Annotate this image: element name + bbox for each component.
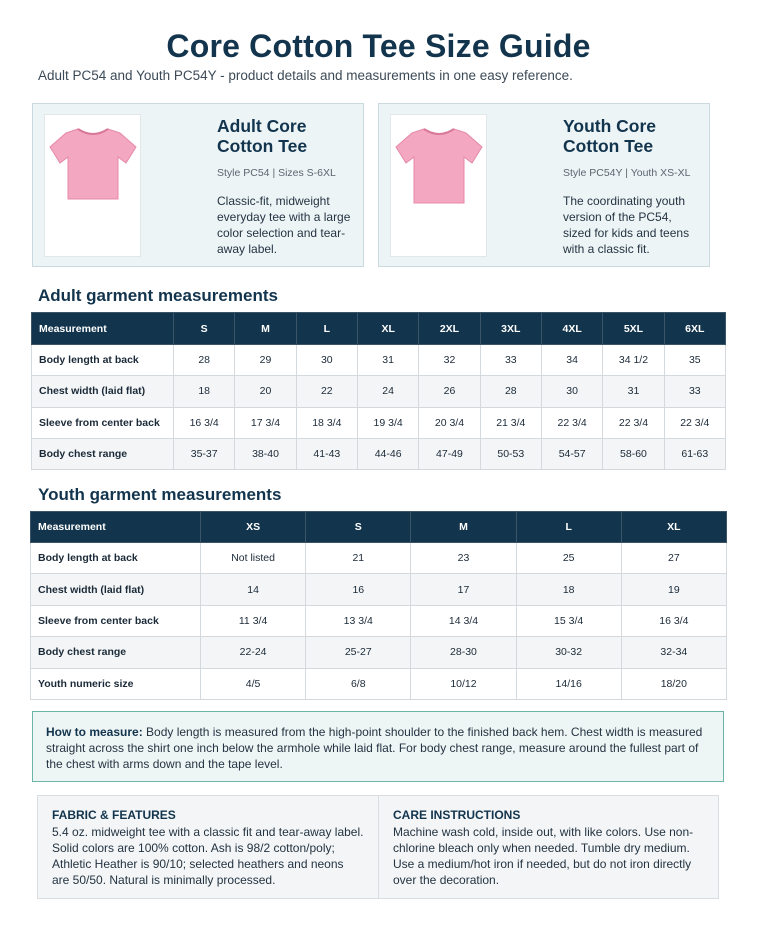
table-cell: 18/20	[621, 668, 726, 699]
table-cell: 22 3/4	[603, 407, 664, 438]
tshirt-icon	[394, 123, 484, 207]
header-cell-size: XL	[621, 512, 726, 543]
table-cell: 18	[516, 574, 621, 605]
table-cell: 22-24	[201, 637, 306, 668]
page-title: Core Cotton Tee Size Guide	[166, 28, 591, 64]
table-cell: 18 3/4	[296, 407, 357, 438]
table-cell: 30-32	[516, 637, 621, 668]
header-cell-size: 3XL	[480, 313, 541, 345]
header-cell-size: L	[296, 313, 357, 345]
fabric-heading: FABRIC & FEATURES	[52, 808, 176, 822]
table-cell: 30	[296, 345, 357, 376]
table-cell: 22 3/4	[541, 407, 602, 438]
adult-measurement-table	[31, 312, 726, 470]
youth-measurement-table	[30, 511, 727, 700]
table-cell: 15 3/4	[516, 605, 621, 636]
how-to-measure-note	[32, 711, 724, 782]
row-label: Body chest range	[31, 637, 201, 668]
header-cell-size: XL	[357, 313, 418, 345]
table-cell: 29	[235, 345, 296, 376]
table-cell: 31	[357, 345, 418, 376]
fabric-features-section	[38, 796, 379, 898]
table-cell: 17	[411, 574, 516, 605]
table-cell: 32-34	[621, 637, 726, 668]
youth-table-header	[31, 512, 727, 543]
adult-section-heading: Adult garment measurements	[38, 286, 278, 305]
care-instructions-section	[379, 796, 718, 898]
table-cell: 41-43	[296, 438, 357, 469]
table-cell: 33	[480, 345, 541, 376]
table-cell: 16 3/4	[174, 407, 235, 438]
table-cell: 24	[357, 376, 418, 407]
table-row	[32, 407, 726, 438]
table-cell: 21 3/4	[480, 407, 541, 438]
how-to-measure-label: How to measure:	[46, 725, 143, 739]
table-row	[32, 376, 726, 407]
table-cell: 44-46	[357, 438, 418, 469]
table-cell: 28-30	[411, 637, 516, 668]
header-cell-size: L	[516, 512, 621, 543]
table-cell: 34	[541, 345, 602, 376]
tshirt-icon	[48, 123, 138, 203]
table-cell: 34 1/2	[603, 345, 664, 376]
row-label: Chest width (laid flat)	[31, 574, 201, 605]
table-cell: Not listed	[201, 543, 306, 574]
table-row	[31, 574, 727, 605]
table-cell: 14	[201, 574, 306, 605]
table-cell: 58-60	[603, 438, 664, 469]
adult-product-name: Adult Core Cotton Tee	[217, 116, 308, 156]
table-cell: 19	[621, 574, 726, 605]
table-cell: 22 3/4	[664, 407, 725, 438]
table-cell: 19 3/4	[357, 407, 418, 438]
row-label: Youth numeric size	[31, 668, 201, 699]
header-cell-size: S	[174, 313, 235, 345]
table-row	[32, 345, 726, 376]
table-cell: 18	[174, 376, 235, 407]
table-cell: 16	[306, 574, 411, 605]
table-cell: 50-53	[480, 438, 541, 469]
table-cell: 22	[296, 376, 357, 407]
table-cell: 14 3/4	[411, 605, 516, 636]
youth-style-info: Style PC54Y | Youth XS-XL	[563, 167, 691, 179]
info-panel	[37, 795, 719, 899]
page-subtitle: Adult PC54 and Youth PC54Y - product details and measurements in one easy reference.	[38, 68, 573, 83]
table-cell: 54-57	[541, 438, 602, 469]
row-label: Body length at back	[31, 543, 201, 574]
table-cell: 28	[480, 376, 541, 407]
adult-product-card	[32, 103, 364, 267]
table-row	[32, 438, 726, 469]
table-cell: 16 3/4	[621, 605, 726, 636]
header-cell-size: 4XL	[541, 313, 602, 345]
table-cell: 13 3/4	[306, 605, 411, 636]
table-cell: 31	[603, 376, 664, 407]
youth-description: The coordinating youth version of the PC54, sized for kids and teens with a classic fit.	[563, 194, 690, 256]
table-cell: 35-37	[174, 438, 235, 469]
table-cell: 10/12	[411, 668, 516, 699]
adult-description: Classic-fit, midweight everyday tee with a large color selection and tear-away label.	[217, 194, 351, 256]
table-cell: 47-49	[419, 438, 480, 469]
row-label: Body chest range	[32, 438, 174, 469]
table-cell: 4/5	[201, 668, 306, 699]
header-cell-size: 5XL	[603, 313, 664, 345]
header-cell-size: 6XL	[664, 313, 725, 345]
youth-product-name: Youth Core Cotton Tee	[563, 116, 657, 156]
table-cell: 30	[541, 376, 602, 407]
table-cell: 14/16	[516, 668, 621, 699]
care-text: Machine wash cold, inside out, with like colors. Use non-chlorine bleach only when needed. Tumble dry medium. Use a medium/hot iron if needed, but do not iron directly over the decoration.	[393, 825, 694, 887]
table-cell: 28	[174, 345, 235, 376]
table-cell: 20	[235, 376, 296, 407]
row-label: Body length at back	[32, 345, 174, 376]
fabric-text: 5.4 oz. midweight tee with a classic fit and tear-away label. Solid colors are 100% cotton. Ash is 98/2 cotton/poly; Athletic Heather is 90/10; selected heathers and neons are 50/50. Natural is minimally processed.	[52, 825, 364, 887]
care-heading: CARE INSTRUCTIONS	[393, 808, 521, 822]
row-label: Chest width (laid flat)	[32, 376, 174, 407]
table-row	[31, 668, 727, 699]
table-cell: 27	[621, 543, 726, 574]
table-cell: 33	[664, 376, 725, 407]
adult-table-header	[32, 313, 726, 345]
table-row	[31, 543, 727, 574]
table-cell: 17 3/4	[235, 407, 296, 438]
header-cell-size: 2XL	[419, 313, 480, 345]
table-cell: 23	[411, 543, 516, 574]
table-cell: 25-27	[306, 637, 411, 668]
table-cell: 25	[516, 543, 621, 574]
table-cell: 11 3/4	[201, 605, 306, 636]
table-cell: 38-40	[235, 438, 296, 469]
table-cell: 21	[306, 543, 411, 574]
youth-product-card	[378, 103, 710, 267]
header-cell-size: M	[411, 512, 516, 543]
adult-tee-image	[44, 114, 141, 257]
adult-style-info: Style PC54 | Sizes S-6XL	[217, 167, 336, 179]
table-cell: 32	[419, 345, 480, 376]
table-cell: 35	[664, 345, 725, 376]
table-cell: 61-63	[664, 438, 725, 469]
how-to-measure-text: Body length is measured from the high-point shoulder to the finished back hem. Chest width is measured straight across the shirt one inch below the armhole while laid flat. For body chest range, measure around the fullest part of the chest with arms down and the tape level.	[46, 725, 703, 771]
table-cell: 26	[419, 376, 480, 407]
header-cell-measurement: Measurement	[32, 313, 174, 345]
header-cell-measurement: Measurement	[31, 512, 201, 543]
youth-section-heading: Youth garment measurements	[38, 485, 282, 504]
youth-tee-image	[390, 114, 487, 257]
table-cell: 6/8	[306, 668, 411, 699]
header-cell-size: S	[306, 512, 411, 543]
header-cell-size: M	[235, 313, 296, 345]
table-row	[31, 605, 727, 636]
table-cell: 20 3/4	[419, 407, 480, 438]
row-label: Sleeve from center back	[31, 605, 201, 636]
row-label: Sleeve from center back	[32, 407, 174, 438]
table-row	[31, 637, 727, 668]
header-cell-size: XS	[201, 512, 306, 543]
